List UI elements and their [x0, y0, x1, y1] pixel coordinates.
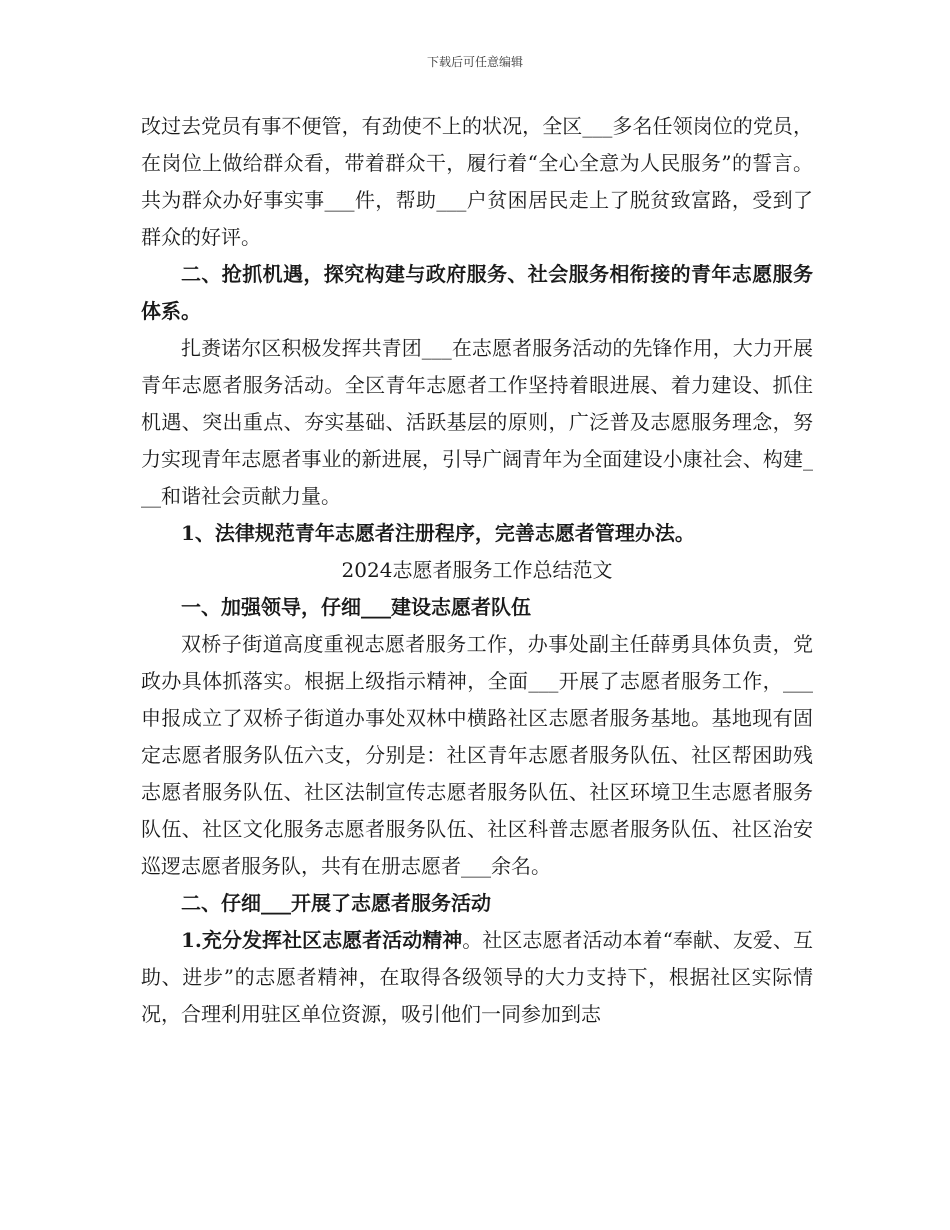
- paragraph-7: 双桥子街道高度重视志愿者服务工作，办事处副主任薛勇具体负责，党政办具体抓落实。根据上级指示精神，全面___开展了志愿者服务工作，___申报成立了双桥子街道办事处双林中横路社区志愿者服务基地。基地现有固定志愿者服务队伍六支，分别是：社区青年志愿者服务队伍、社区帮困助残志愿者服务队伍、社区法制宣传志愿者服务队伍、社区环境卫生志愿者服务队伍、社区文化服务志愿者服务队伍、社区科普志愿者服务队伍、社区治安巡逻志愿者服务队，共有在册志愿者___余名。: [141, 632, 813, 878]
- page-header: 下载后可任意编辑: [426, 55, 523, 69]
- paragraph-9-lead: 1.充分发挥社区志愿者活动精神: [181, 928, 463, 952]
- document-title: 2024志愿者服务工作总结范文: [341, 558, 613, 582]
- section-heading-1: 一、加强领导，仔细___建设志愿者队伍: [181, 595, 531, 619]
- section-heading-2: 二、抢抓机遇，探究构建与政府服务、社会服务相衔接的青年志愿服务体系。: [141, 262, 813, 323]
- document-body: [141, 108, 813, 1033]
- section-heading-2b: 二、仔细___开展了志愿者服务活动: [181, 891, 491, 915]
- paragraph-9: [141, 922, 813, 1033]
- paragraph-9-text: 。社区志愿者活动本着“奉献、友爱、互助、进步”的志愿者精神，在取得各级领导的大力支持下，根据社区实际情况，合理利用驻区单位资源，吸引他们一同参加到志: [141, 928, 813, 1026]
- paragraph-3: 扎赉诺尔区积极发挥共青团___在志愿者服务活动的先锋作用，大力开展青年志愿者服务活动。全区青年志愿者工作坚持着眼进展、着力建设、抓住机遇、突出重点、夯实基础、活跃基层的原则，广泛普及志愿服务理念，努力实现青年志愿者事业的新进展，引导广阔青年为全面建设小康社会、构建___和谐社会贡献力量。: [141, 336, 813, 508]
- subsection-heading-1: 1、法律规范青年志愿者注册程序，完善志愿者管理办法。: [181, 521, 695, 545]
- paragraph-1: 改过去党员有事不便管，有劲使不上的状况，全区___多名任领岗位的党员，在岗位上做给群众看，带着群众干，履行着“全心全意为人民服务”的誓言。共为群众办好事实事___件，帮助___户贫困居民走上了脱贫致富路，受到了群众的好评。: [141, 114, 813, 249]
